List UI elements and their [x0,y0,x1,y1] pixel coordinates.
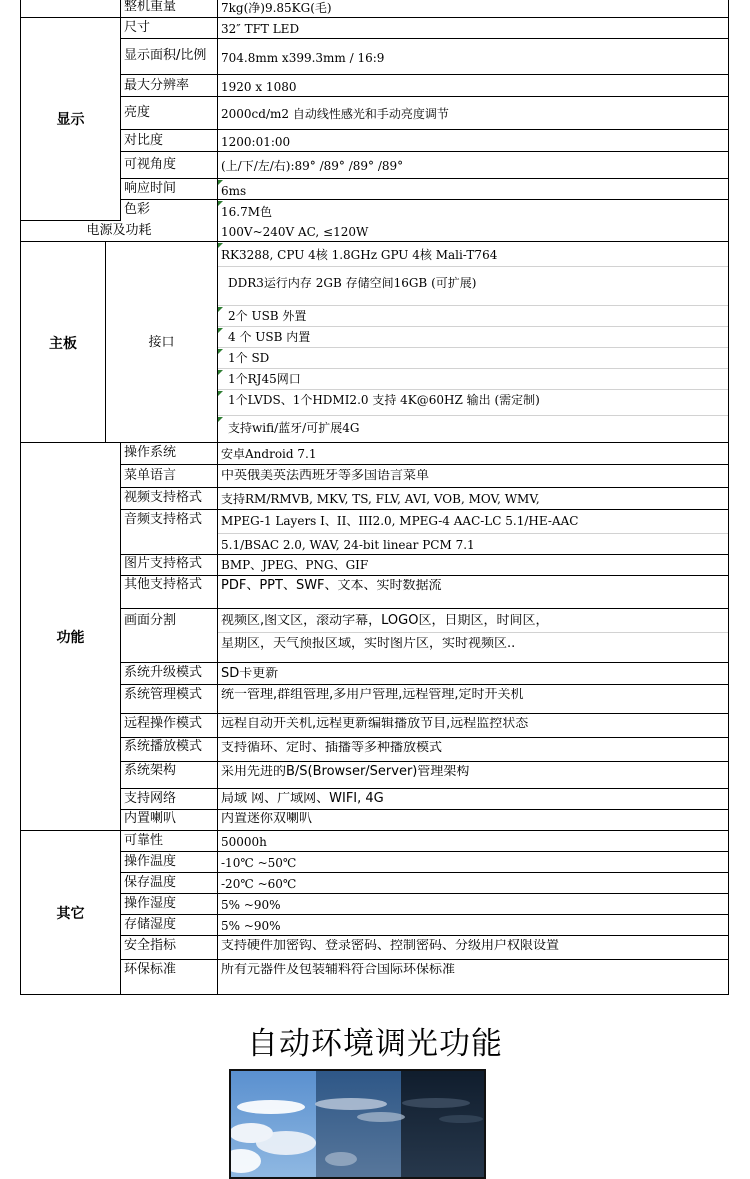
row-value-storage-humidity: 5% ~90% [221,919,281,933]
list-item: 1个 SD [218,348,728,369]
row-value-architecture: 采用先进的B/S(Browser/Server)管理架构 [221,765,470,779]
table-row: 安全指标 [121,936,729,960]
list-item: RK3288, CPU 4核 1.8GHz GPU 4核 Mali-T764 [218,242,728,267]
table-row: 尺寸 [121,18,729,39]
row-value-size: 32″ TFT LED [221,22,300,36]
row-label-weight: 整机重量 [124,0,177,14]
table-row: 亮度 [121,97,729,130]
list-item: 支持wifi/蓝牙/可扩展4G [228,421,360,435]
table-row: 存储湿度 [121,915,729,936]
comment-marker-icon [218,349,223,354]
row-label-power: 电源及功耗 [86,223,152,238]
row-value-weight: 7kg(净)9.85KG(毛) [221,1,332,15]
row-value-op-humidity: 5% ~90% [221,898,281,912]
row-value-other-formats: PDF、PPT、SWF、文本、实时数据流 [221,579,442,593]
row-value-resolution: 1920 x 1080 [221,80,297,94]
list-item: DDR3运行内存 2GB 存储空间16GB (可扩展) [218,267,728,306]
table-row: 操作温度 [121,852,729,873]
table-row: 色彩 [124,202,151,217]
row-value-network: 局域 网、广域网、WIFI, 4G [221,792,384,806]
row-value-management: 统一管理,群组管理,多用户管理,远程管理,定时开关机 [221,688,524,702]
table-row: 可靠性 [121,831,729,852]
row-label-interface: 接口 [148,334,175,350]
table-row: 画面分割 [121,609,729,663]
table-row: 最大分辨率 [121,75,729,97]
table-row: 其他支持格式 [121,576,729,609]
category-other: 其它 [56,905,85,922]
row-value-brightness: 2000cd/m2 自动线性感光和手动亮度调节 [221,107,449,121]
comment-marker-icon [218,201,223,206]
table-row: 保存温度 [121,873,729,894]
table-bottom-border [20,994,729,995]
comment-marker-icon [218,243,223,248]
comment-marker-icon [218,180,223,185]
table-row: 系统升级模式 [121,663,729,685]
comment-marker-icon [218,370,223,375]
table-row: 图片支持格式 [121,555,729,576]
row-value-power: 100V~240V AC, ≤120W [221,225,369,239]
row-value-color: 16.7M色 [221,205,273,219]
row-value-os: 安卓Android 7.1 [221,447,317,461]
row-value-area: 704.8mm x399.3mm / 16:9 [221,51,385,65]
row-value-image: BMP、JPEG、PNG、GIF [221,558,369,572]
list-item: 2个 USB 外置 [218,306,728,327]
row-value-split-2: 星期区，天气预报区域，实时图片区，实时视频区.. [221,637,516,651]
category-mainboard: 主板 [49,335,77,352]
list-item: 4 个 USB 内置 [218,327,728,348]
comment-marker-icon [218,328,223,333]
row-value-storage-temp: -20℃ ~60℃ [221,877,297,891]
row-value-op-temp: -10℃ ~50℃ [221,856,297,870]
comment-marker-icon [218,391,223,396]
table-row: 操作系统 [121,443,729,465]
category-display: 显示 [21,18,120,221]
row-value-environment: 所有元器件及包装辅料符合国际环保标准 [221,963,456,977]
table-row: 远程操作模式 [121,714,729,738]
dimming-demo-image [229,1069,486,1179]
sky-photo-icon [231,1071,484,1177]
row-value-remote: 远程自动开关机,远程更新编辑播放节目,远程监控状态 [221,717,529,731]
table-row: 音频支持格式 [121,510,729,555]
table-row: 对比度 [121,130,729,152]
table-row: 内置喇叭 [124,811,177,826]
table-row: 系统架构 [121,762,729,789]
section-heading: 自动环境调光功能 [247,1026,503,1062]
row-value-split: 视频区,图文区，滚动字幕，LOGO区，日期区，时间区， [221,614,549,628]
row-value-playback: 支持循环、定时、插播等多种播放模式 [221,741,443,755]
row-value-video: 支持RM/RMVB, MKV, TS, FLV, AVI, VOB, MOV, WMV, [221,492,540,506]
row-value-viewing-angle: (上/下/左/右):89° /89° /89° /89° [221,159,404,173]
row-value-security: 支持硬件加密钩、登录密码、控制密码、分级用户权限设置 [221,939,560,953]
category-function: 功能 [56,629,85,646]
list-item: 1个LVDS、1个HDMI2.0 支持 4K@60HZ 输出 (需定制) [218,390,728,416]
table-row: 显示面积/比例 [121,39,729,75]
table-row: 系统管理模式 [121,685,729,714]
table-row: 视频支持格式 [121,488,729,510]
row-value-contrast: 1200:01:00 [221,135,291,149]
list-item: 1个RJ45网口 [218,369,728,390]
table-row: 可视角度 [121,152,729,179]
row-value-audio: MPEG-1 Layers I、II、III2.0, MPEG-4 AAC-LC 5.1/HE-AAC [221,514,579,528]
table-row: 环保标准 [124,962,177,977]
comment-marker-icon [218,417,223,422]
table-row: 菜单语言 [121,465,729,488]
table-row: 系统播放模式 [121,738,729,762]
comment-marker-icon [218,307,223,312]
row-value-reliability: 50000h [221,835,267,849]
table-row: 响应时间 [121,179,729,200]
row-value-speaker: 内置迷你双喇叭 [221,812,313,826]
row-value-response: 6ms [221,184,247,198]
row-value-language: 中英俄美英法西班牙等多国语言菜单 [221,469,430,483]
table-row: 支持网络 [121,789,729,810]
row-value-audio-2: 5.1/BSAC 2.0, WAV, 24-bit linear PCM 7.1 [221,538,475,552]
row-value-upgrade: SD卡更新 [221,667,279,681]
table-row: 操作湿度 [121,894,729,915]
